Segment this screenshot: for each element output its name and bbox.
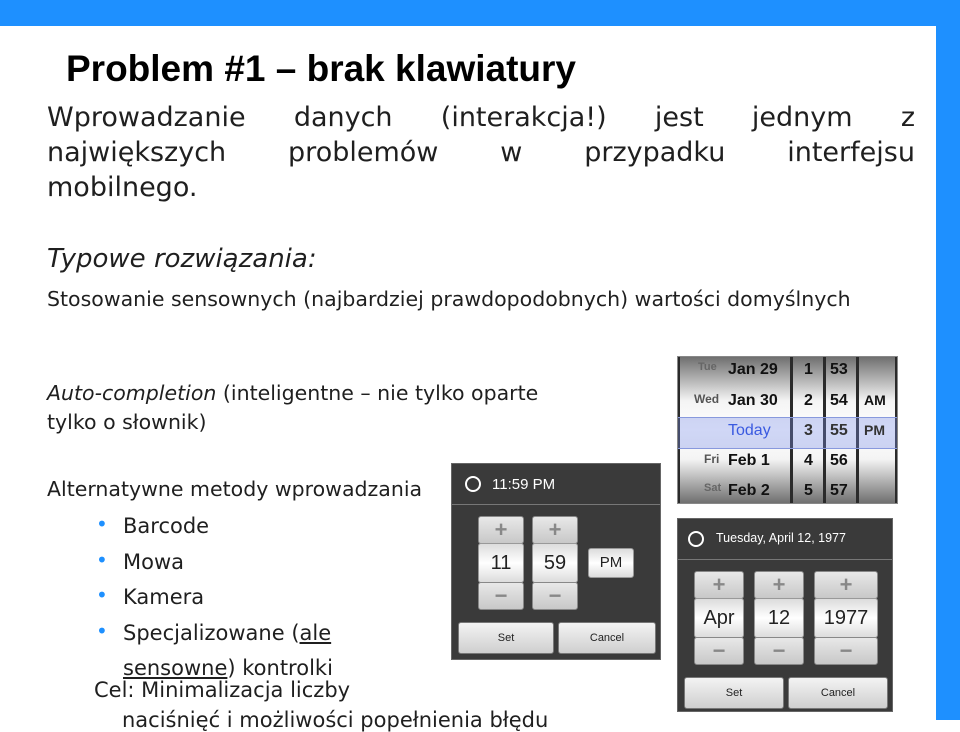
set-button[interactable]: Set [458,622,554,654]
wheel-minute: 55 [830,422,848,439]
goal-text-continued: naciśnięć i możliwości popełnienia błędu [122,708,549,732]
underlined-text: ale [299,620,332,645]
top-accent-bar [0,0,960,26]
intro-word: jest [654,102,704,133]
set-button[interactable]: Set [684,677,784,709]
bullet-icon: • [96,512,108,536]
bullet-icon: • [96,583,108,607]
intro-word: jednym [751,102,853,133]
cancel-button[interactable]: Cancel [558,622,656,654]
wheel-hour: 5 [804,482,813,499]
wheel-day: Fri [704,452,720,466]
bullet-icon: • [96,618,108,643]
intro-word: przypadku [584,137,726,168]
intro-word: problemów [288,137,439,168]
wheel-ampm: AM [864,392,886,408]
wheel-date: Jan 29 [728,361,778,378]
divider [452,504,660,505]
divider [678,559,892,560]
wheel-hour: 4 [804,452,813,469]
ampm-toggle-button[interactable]: PM [588,548,634,578]
day-increment-button[interactable]: + [754,571,804,599]
intro-word: z [900,102,915,133]
wheel-day: Sat [704,482,722,494]
bullet-icon: • [96,547,108,572]
intro-line-3: mobilnego. [47,172,198,203]
year-field[interactable]: 1977 [814,598,878,638]
wheel-minute: 56 [830,452,848,469]
year-decrement-button[interactable]: − [814,637,878,665]
hour-increment-button[interactable]: + [478,516,524,544]
hour-field[interactable]: 11 [478,543,524,583]
intro-word: danych [293,102,393,133]
wheel-date: Jan 30 [728,392,778,409]
list-item-label: Barcode [123,514,210,538]
minute-increment-button[interactable]: + [532,516,578,544]
list-item-label: Mowa [123,549,185,574]
underlined-text: sensowne [123,656,228,680]
day-field[interactable]: 12 [754,598,804,638]
time-picker-dialog [451,463,661,660]
time-picker-header [452,464,660,504]
wheel-picker-image [677,356,898,504]
list-item [94,580,333,616]
alternative-methods-paragraph: Alternatywne metody wprowadzania [47,477,423,501]
clock-icon [465,476,481,492]
methods-list [94,509,333,687]
time-picker-title: 11:59 PM [492,476,556,493]
slide-title: Problem #1 – brak klawiatury [66,48,577,89]
autocompletion-paragraph [47,379,567,437]
autocompletion-term: Auto-completion [47,381,217,405]
intro-word: w [500,137,523,168]
wheel-minute: 54 [830,392,848,409]
wheel-day: Tue [698,361,717,373]
date-picker-title: Tuesday, April 12, 1977 [716,531,846,545]
list-item-label: Specjalizowane ( [123,620,300,645]
section-heading: Typowe rozwiązania: [47,244,317,274]
day-decrement-button[interactable]: − [754,637,804,665]
wheel-minute: 53 [830,361,848,378]
minute-decrement-button[interactable]: − [532,582,578,610]
intro-word: największych [47,137,227,168]
month-decrement-button[interactable]: − [694,637,744,665]
wheel-day: Wed [694,392,720,406]
clock-icon [688,531,704,547]
wheel-minute: 57 [830,482,848,499]
cancel-button[interactable]: Cancel [788,677,888,709]
year-increment-button[interactable]: + [814,571,878,599]
wheel-date: Today [728,422,771,439]
list-item [94,545,333,581]
intro-word: (interakcja!) [440,102,607,133]
intro-line-2 [47,135,915,170]
wheel-hour: 1 [804,361,813,378]
wheel-hour: 3 [804,422,813,439]
wheel-date: Feb 1 [728,452,770,469]
autocompletion-desc: (inteligentne – nie tylko oparte tylko o słownik) [47,381,539,434]
hour-decrement-button[interactable]: − [478,582,524,610]
intro-word: Wprowadzanie [47,102,246,133]
date-picker-header [678,519,892,559]
month-field[interactable]: Apr [694,598,744,638]
list-item-label: Kamera [123,585,205,609]
list-item [94,616,333,652]
date-picker-dialog [677,518,893,712]
goal-text: Cel: Minimalizacja liczby [94,678,351,702]
list-item [94,509,333,545]
intro-word: interfejsu [787,137,915,168]
wheel-date: Feb 2 [728,482,770,499]
right-accent-bar [936,26,960,720]
minute-field[interactable]: 59 [532,543,578,583]
wheel-ampm: PM [864,422,885,438]
defaults-paragraph: Stosowanie sensownych (najbardziej prawdopodobnych) wartości domyślnych [47,287,851,311]
list-item-label: ) kontrolki [227,656,333,680]
intro-paragraph [47,100,915,205]
month-increment-button[interactable]: + [694,571,744,599]
wheel-hour: 2 [804,392,813,409]
intro-line-1 [47,100,915,135]
